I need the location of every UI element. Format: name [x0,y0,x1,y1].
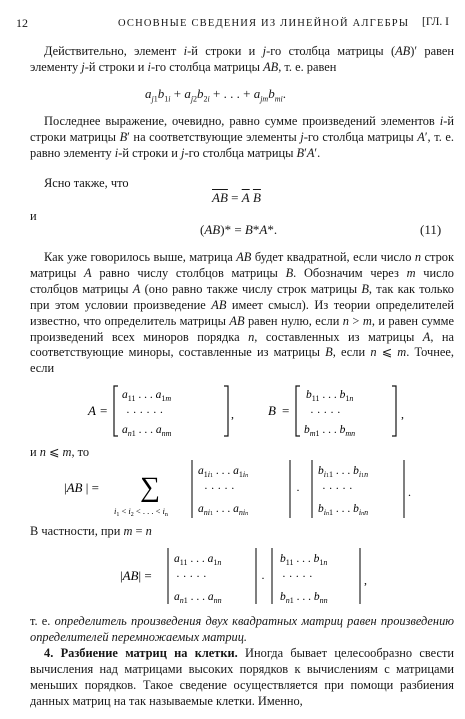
svg-text:· · · · ·: · · · · · [322,483,353,495]
svg-text:an1 . . . anm: $a_{n1}$ . . . $a_{nm}$ [122,424,172,438]
paragraph-6: В частности, при m = n [30,524,152,538]
paragraph-2: Последнее выражение, очевидно, равно сумме произведений элементов i-й строки матрицы B′ на соответствующие элементы j-го столбца матрицы A′, т. е. равно элементу i-й строки и j-го столбца матрицы B′A′. [30,114,454,160]
matrix-a [87,386,234,438]
svg-text:· · · · ·: · · · · · [176,571,207,583]
svg-text:a1i1 . . . a1in: $a_{1i1}$ . . . $a_{1in}$ [198,465,249,479]
svg-text:|AB | =: |AB | = [64,480,99,495]
svg-text:ani1 . . . anin: $a_{ni1}$ . . . $a_{nin}$ [198,503,249,517]
svg-text:bin1 . . . binn: $b_{in1}$ . . . $b_{inn}$ [318,503,369,517]
svg-text:· · · · · ·: · · · · · · [126,407,164,419]
svg-text:,: , [231,407,234,421]
svg-text:a11 . . . a1n: $a_{11}$ . . . $a_{1n}$ [174,553,222,567]
matrices-a-b [0,380,465,442]
svg-text:,: , [364,573,367,587]
svg-text:i1 < i2 < . . . < in: $i_1 < i_2$ < . . . < $i_n$ [114,506,168,518]
svg-text:=: = [100,403,108,418]
paragraph-1: Действительно, элемент i-й строки и j-го столбца матрицы (AB)′ равен элементу j-й строки и i-го столбца матрицы AB, т. е. равен [30,44,455,74]
equation-sum-products: $a_{j1}b_{1i} + a_{j2}b_{2i}$ + . . . + $a_{jm}b_{mi}$. [145,86,286,104]
page-number: 12 [16,16,28,30]
matrix-b [268,386,404,438]
svg-text:A: A [88,403,96,418]
svg-text:b11 . . . b1n: $b_{11}$ . . . $b_{1n}$ [306,389,354,403]
svg-text:an1 . . . ann: $a_{n1}$ . . . $a_{nn}$ [174,591,222,605]
svg-text:bn1 . . . bnn: $b_{n1}$ . . . $b_{nn}$ [280,591,328,605]
svg-text:|AB| =: |AB| = [120,568,152,583]
running-title: ОСНОВНЫЕ СВЕДЕНИЯ ИЗ ЛИНЕЙНОЙ АЛГЕБРЫ [118,18,410,29]
paragraph-3: Ясно также, что [44,176,129,190]
paragraph-7: т. е. определитель произведения двух квадратных матриц равен произведению определителей перемножаемых матриц. [30,614,455,644]
svg-text:· · · · ·: · · · · · [310,407,341,419]
svg-text:=: = [282,403,290,418]
chapter-label: [ГЛ. I [422,16,449,28]
svg-text:· · · · ·: · · · · · [282,571,313,583]
svg-text:.: . [408,485,411,499]
svg-text:B: B [268,403,276,418]
paragraph-8: 4. Разбиение матриц на клетки. Иногда бывает целесообразно свести вычисления над матрицами высоких порядков к вычислениям с матрицами меньших порядков. Такое сведение осуществляется при помощи разбиения данных матриц на так называемые клетки. Именно, [30,646,454,708]
svg-text:· · · · ·: · · · · · [204,483,235,495]
equation-det-product [0,544,465,606]
equation-11: (AB)* = B*A*. [200,222,278,237]
conjunction-and: и [30,209,37,223]
paragraph-4: Как уже говорилось выше, матрица AB будет квадратной, если число n строк матрицы A равно числу столбцов матрицы B. Обозначим через m число столбцов матрицы A (оно равно также числу строк матрицы B, так как только при этом условии произведение AB имеет смысл). Из теории определителей известно, что определитель матрицы AB равен нулю, если n > m, и равен сумме произведений всех миноров порядка n, составленных из матрицы A, на соответствующие миноры, составленные из матрицы B, если n ⩽ m. Точнее, если [30,250,455,376]
paragraph-5: и n ⩽ m, то [30,445,90,459]
svg-text:·: · [261,571,265,585]
svg-text:bm1 . . . bmn: $b_{m1}$ . . . $b_{mn}$ [304,424,356,438]
equation-number-11: (11) [420,222,442,237]
svg-text:·: · [296,483,300,497]
svg-text:a11 . . . a1m: $a_{11}$ . . . $a_{1m}$ [122,389,172,403]
svg-text:bi11 . . . bi1n: $b_{i11}$ . . . $b_{i1n}$ [318,465,369,479]
equation-cauchy-binet [0,456,465,520]
equation-conjugate: $\overline{AB} = \overline{A}$ $\overline{B}$ [212,190,261,205]
section-heading: 4. Разбиение матриц на клетки. [44,646,238,660]
svg-text:,: , [401,407,404,421]
sum-sign: ∑ [140,472,160,503]
svg-text:b11 . . . b1n: $b_{11}$ . . . $b_{1n}$ [280,553,328,567]
